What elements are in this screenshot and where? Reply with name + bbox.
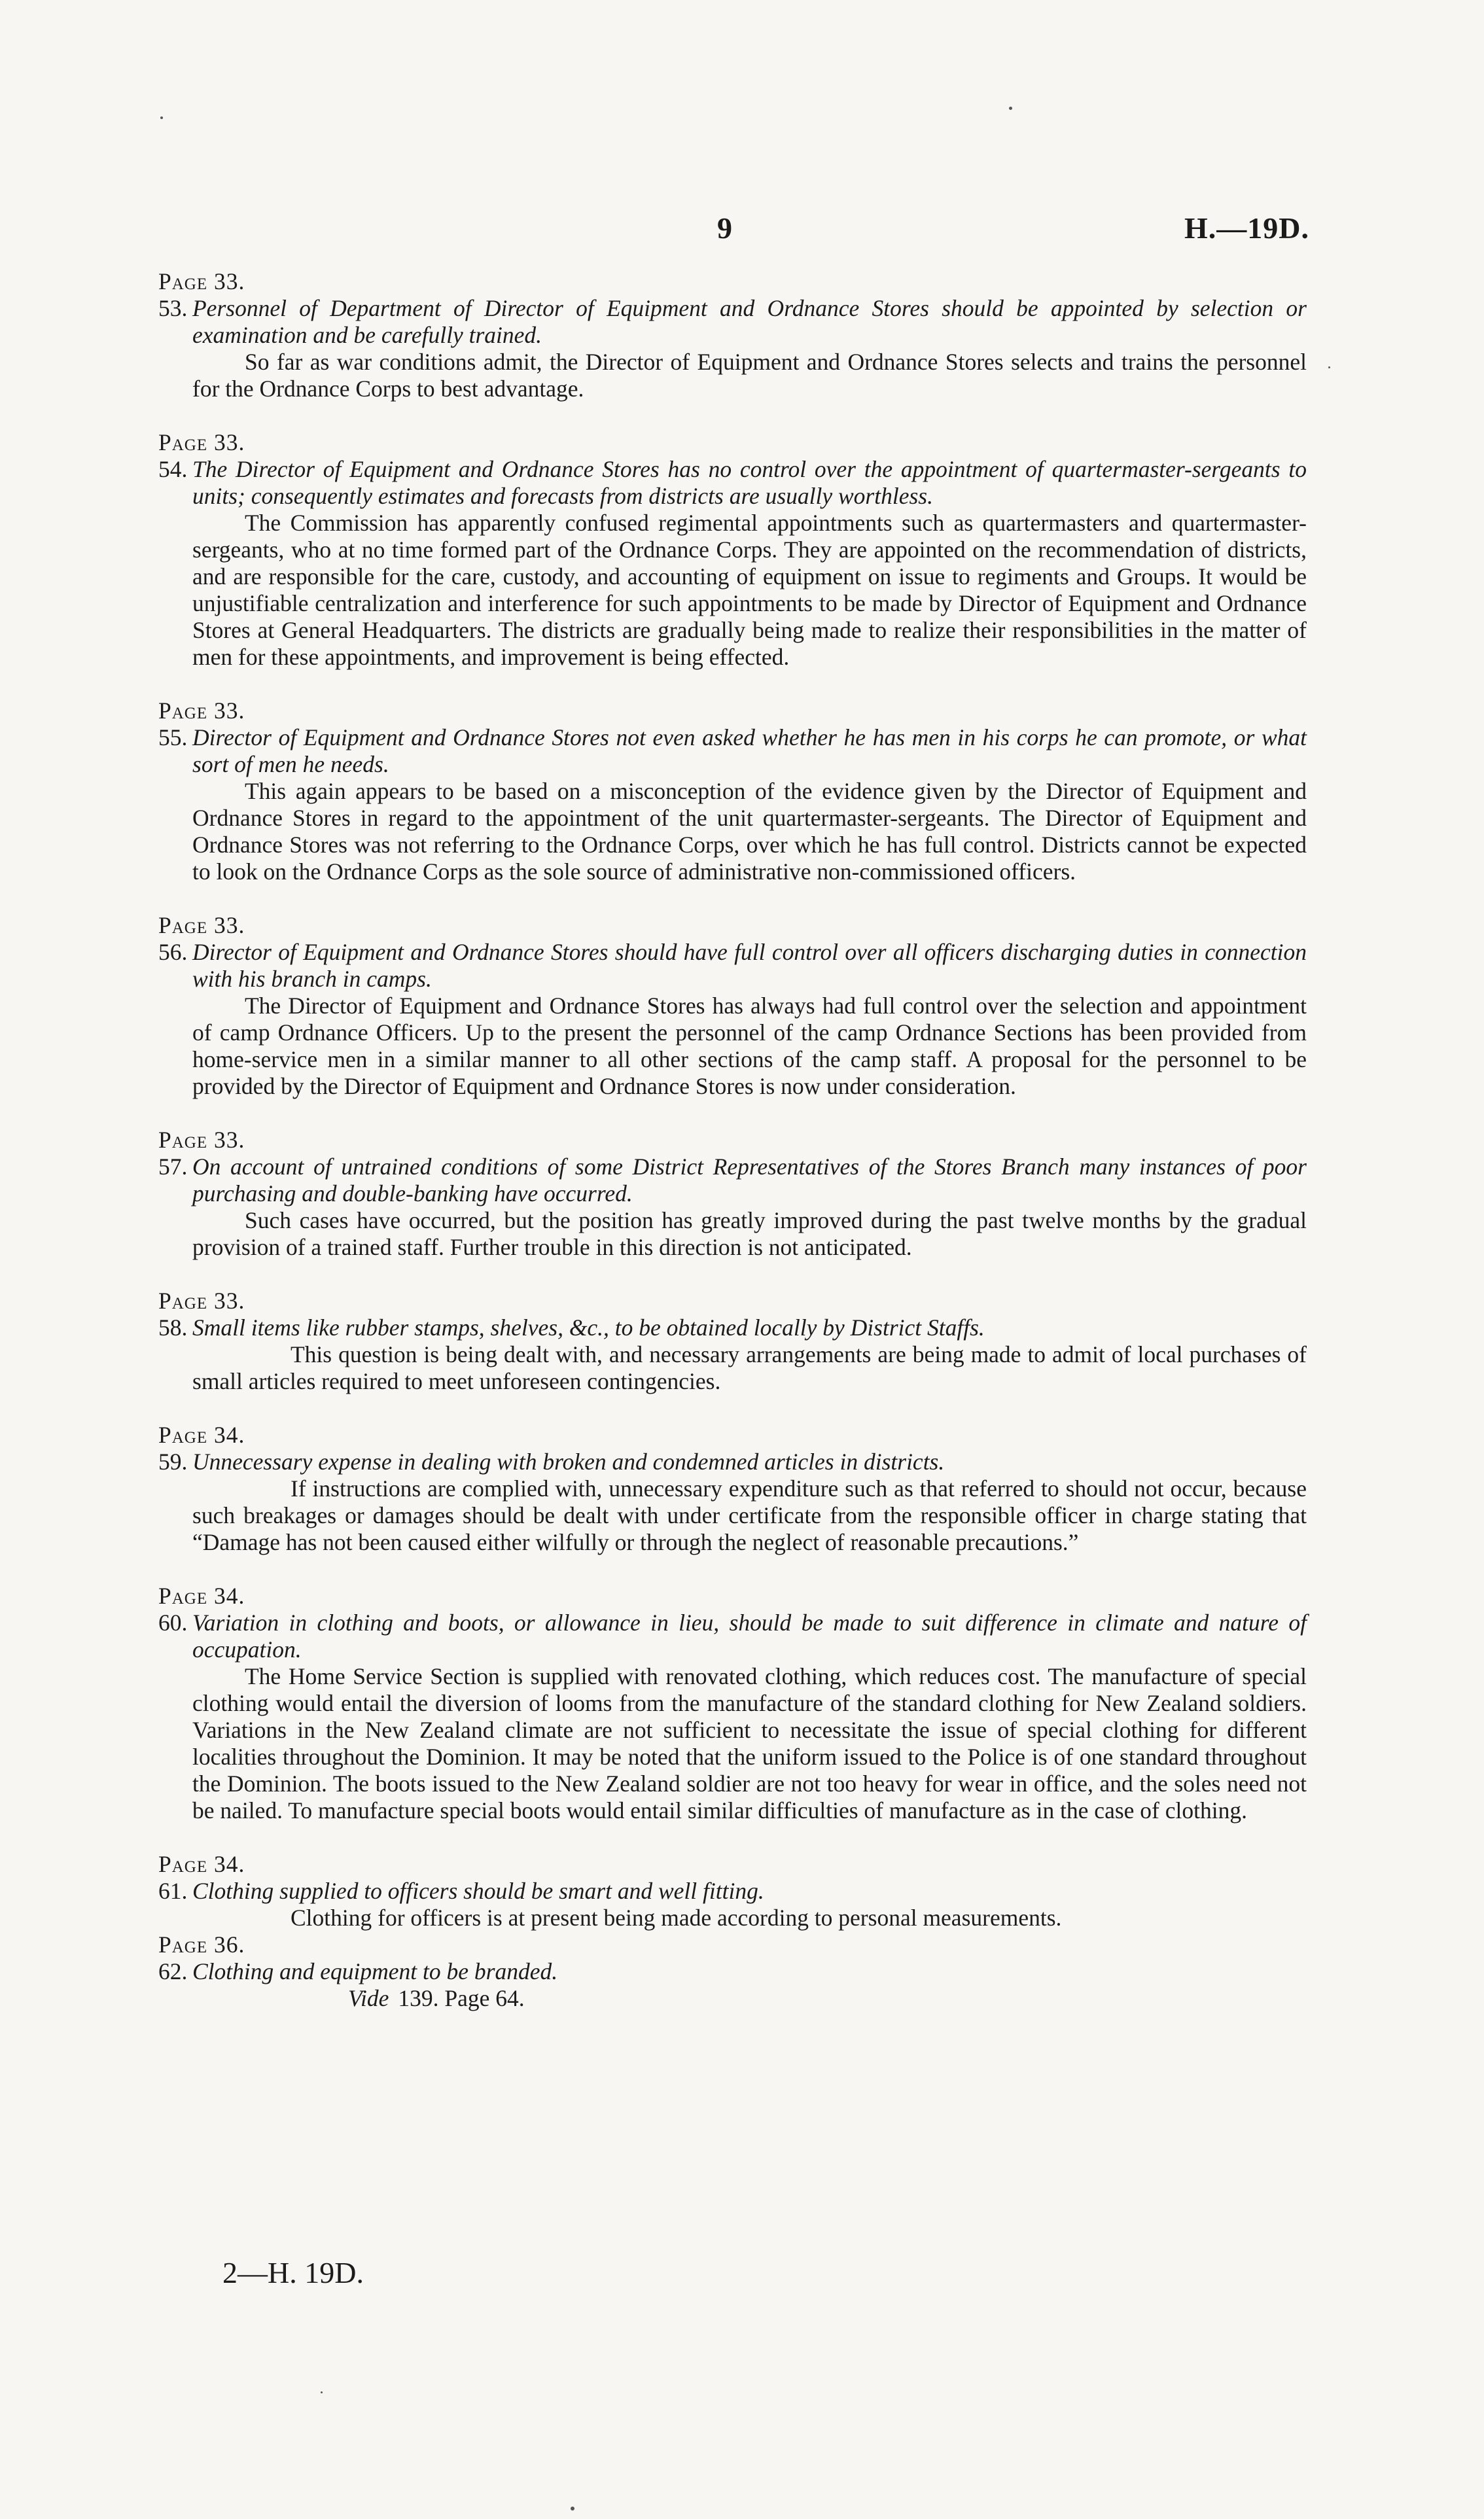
scan-speck — [321, 2391, 323, 2393]
heading-text: Clothing supplied to officers should be smart and well fitting. — [192, 1878, 764, 1904]
scan-speck — [571, 2507, 574, 2510]
entry-number: 59. — [158, 1449, 188, 1475]
page-reference: Page 33. — [158, 697, 245, 724]
heading-text: Clothing and equipment to be branded. — [192, 1958, 558, 1984]
page-reference: Page 33. — [158, 1288, 245, 1314]
entry-53 — [158, 268, 1307, 402]
entry-number: 53. — [158, 295, 188, 321]
entry-body: The Commission has apparently confused regimental appointments such as quartermasters and quartermaster-sergeants, who at no time formed part of the Ordnance Corps. They are appointed on the recommendation of districts, and are responsible for the care, custody, and accounting of equipment on issue to regiments and Groups. It would be unjustifiable centralization and interference for such appointments to be made by Director of Equipment and Ordnance Stores at General Headquarters. The districts are gradually being made to realize their responsibilities in the matter of men for these appointments, and improvement is being effected. — [192, 510, 1307, 670]
entry-number: 54. — [158, 456, 188, 482]
entry-number: 58. — [158, 1314, 188, 1341]
cross-reference — [158, 1985, 1307, 2012]
entry-62 — [158, 1931, 1307, 2012]
entry-heading — [158, 1610, 1307, 1663]
entry-61 — [158, 1851, 1307, 1931]
entry-heading — [158, 1314, 1307, 1341]
entry-body: The Home Service Section is supplied with renovated clothing, which reduces cost. The manufacture of special clothing would entail the diversion of looms from the manufacture of the standard clothing for New Zealand soldiers. Variations in the New Zealand climate are not sufficient to necessitate the issue of special clothing for different localities throughout the Dominion. It may be noted that the uniform issued to the Police is of one standard throughout the Dominion. The boots issued to the New Zealand soldier are not too heavy for wear in office, and the soles need not be nailed. To manufacture special boots would entail similar difficulties of manufacture as in the case of clothing. — [192, 1663, 1307, 1823]
page-reference: Page 33. — [158, 1127, 245, 1153]
heading-text: Personnel of Department of Director of Equipment and Ordnance Stores should be appointed by selection or examination and be carefully trained. — [192, 295, 1307, 348]
entry-heading — [158, 456, 1307, 510]
entry-heading — [158, 1154, 1307, 1207]
document-reference: H.—19D. — [1184, 211, 1309, 245]
scan-speck — [1328, 366, 1330, 368]
page-reference: Page 33. — [158, 429, 245, 455]
entry-number: 62. — [158, 1958, 188, 1984]
heading-text: Director of Equipment and Ordnance Stores not even asked whether he has men in his corps he can promote, or what sort of men he needs. — [192, 724, 1307, 777]
heading-text: Variation in clothing and boots, or allowance in lieu, should be made to suit difference in climate and nature of occupation. — [192, 1610, 1307, 1663]
entry-number: 56. — [158, 939, 188, 965]
page-number: 9 — [717, 211, 732, 245]
entry-60 — [158, 1583, 1307, 1824]
entry-heading — [158, 939, 1307, 993]
vide-word: Vide — [348, 1985, 389, 2011]
heading-text: On account of untrained conditions of some District Representatives of the Stores Branch many instances of poor purchasing and double-banking have occurred. — [192, 1154, 1307, 1207]
entry-body: The Director of Equipment and Ordnance Stores has always had full control over the selection and appointment of camp Ordnance Officers. Up to the present the personnel of the camp Ordnance Sections has been provided from home-service men in a similar manner to all other sections of the camp staff. A proposal for the personnel to be provided by the Director of Equipment and Ordnance Stores is now under consideration. — [192, 993, 1307, 1099]
entry-54 — [158, 429, 1307, 671]
entry-55 — [158, 697, 1307, 885]
entry-body: Clothing for officers is at present being made according to personal measurements. — [291, 1905, 1062, 1931]
page-reference: Page 33. — [158, 912, 245, 938]
entry-heading — [158, 295, 1307, 349]
entry-58 — [158, 1288, 1307, 1395]
page-reference: Page 34. — [158, 1851, 245, 1877]
page-reference: Page 34. — [158, 1422, 245, 1448]
entry-heading — [158, 724, 1307, 778]
entry-59 — [158, 1422, 1307, 1556]
entry-number: 61. — [158, 1878, 188, 1904]
entry-heading — [158, 1958, 1307, 1985]
scan-speck — [160, 116, 163, 119]
document-body — [158, 268, 1307, 2012]
entry-body: Such cases have occurred, but the position has greatly improved during the past twelve months by the gradual provision of a trained staff. Further trouble in this direction is not anticipated. — [192, 1207, 1307, 1260]
entry-number: 55. — [158, 724, 188, 750]
heading-text: Unnecessary expense in dealing with broken and condemned articles in districts. — [192, 1449, 945, 1475]
heading-text: Director of Equipment and Ordnance Stores should have full control over all officers discharging duties in connection with his branch in camps. — [192, 939, 1307, 992]
scan-speck — [1009, 107, 1012, 110]
entry-number: 60. — [158, 1610, 188, 1636]
entry-body: This question is being dealt with, and necessary arrangements are being made to admit of local purchases of small articles required to meet unforeseen contingencies. — [192, 1341, 1307, 1394]
page-reference: Page 33. — [158, 268, 245, 294]
entry-body: This again appears to be based on a misconception of the evidence given by the Director of Equipment and Ordnance Stores in regard to the appointment of the unit quartermaster-sergeants. The Director of Equipment and Ordnance Stores was not referring to the Ordnance Corps, over which he has full control. Districts cannot be expected to look on the Ordnance Corps as the sole source of administrative non-commissioned officers. — [192, 778, 1307, 885]
page-reference: Page 34. — [158, 1583, 245, 1609]
entry-57 — [158, 1127, 1307, 1261]
page-reference: Page 36. — [158, 1931, 245, 1958]
heading-text: Small items like rubber stamps, shelves, &c., to be obtained locally by District Staffs. — [192, 1314, 985, 1341]
entry-56 — [158, 912, 1307, 1100]
printer-signature: 2—H. 19D. — [222, 2256, 364, 2289]
entry-number: 57. — [158, 1154, 188, 1180]
entry-body: If instructions are complied with, unnecessary expenditure such as that referred to should not occur, because such breakages or damages should be dealt with under certificate from the responsible officer in charge stating that “Damage has not been caused either wilfully or through the neglect of reasonable precautions.” — [192, 1475, 1307, 1555]
entry-heading — [158, 1449, 1307, 1475]
entry-heading — [158, 1878, 1307, 1905]
vide-target: 139. Page 64. — [398, 1985, 525, 2011]
heading-text: The Director of Equipment and Ordnance Stores has no control over the appointment of quartermaster-sergeants to units; consequently estimates and forecasts from districts are usually worthless. — [192, 456, 1307, 509]
entry-body: So far as war conditions admit, the Director of Equipment and Ordnance Stores selects and trains the personnel for the Ordnance Corps to best advantage. — [192, 349, 1307, 402]
